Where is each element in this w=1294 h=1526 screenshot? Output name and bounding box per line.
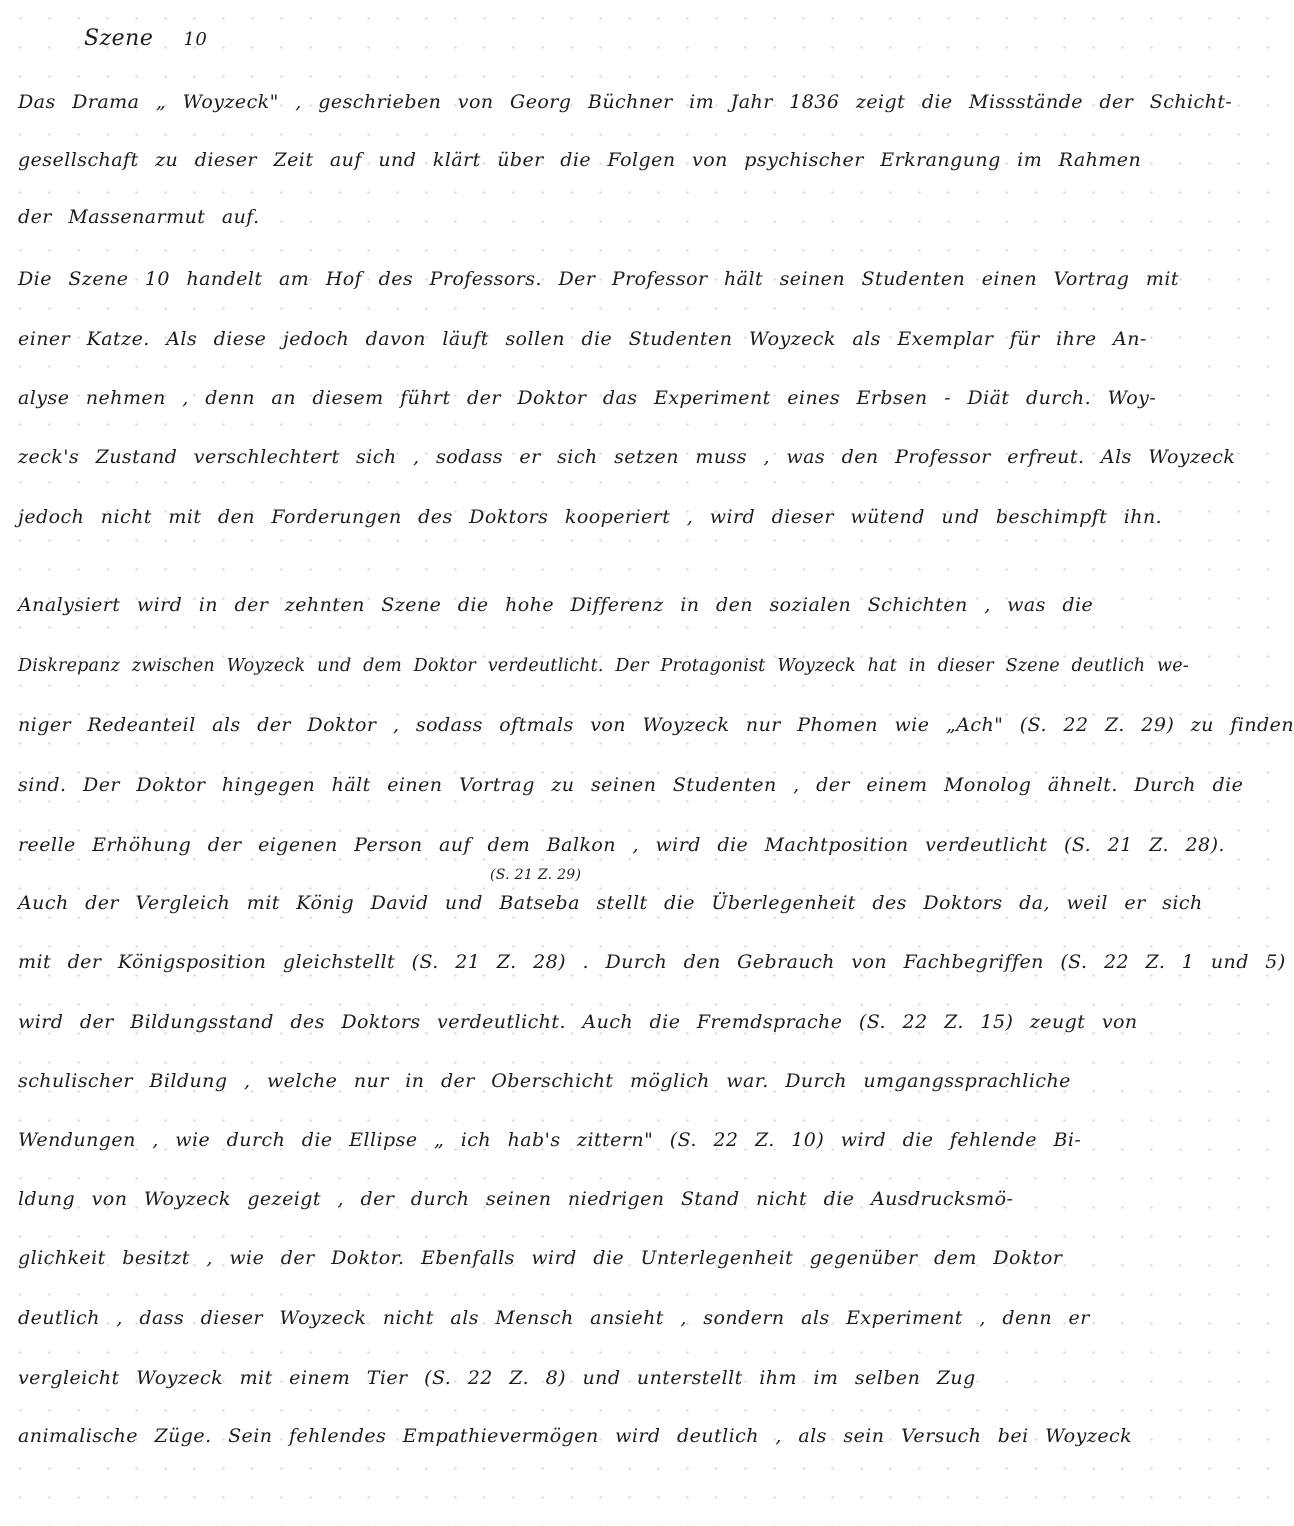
text-line: vergleicht Woyzeck mit einem Tier (S. 22 Z. 8) und unterstellt ihm im selben Zug [18, 1367, 976, 1389]
text-line: Diskrepanz zwischen Woyzeck und dem Doktor verdeutlicht. Der Protagonist Woyzeck hat in dieser Szene deutlich we- [18, 656, 1189, 676]
text-line: sind. Der Doktor hingegen hält einen Vortrag zu seinen Studenten , der einem Monolog ähnelt. Durch die [18, 774, 1244, 796]
text-line: der Massenarmut auf. [18, 206, 260, 228]
heading-number: 10 [183, 29, 208, 50]
text-line: alyse nehmen , denn an diesem führt der Doktor das Experiment eines Erbsen - Diät durch. Woy- [18, 387, 1157, 409]
text-line: Analysiert wird in der zehnten Szene die hohe Differenz in den sozialen Schichten , was die [18, 594, 1094, 616]
text-line: glichkeit besitzt , wie der Doktor. Ebenfalls wird die Unterlegenheit gegenüber dem Doktor [18, 1247, 1063, 1269]
text-line: zeck's Zustand verschlechtert sich , sodass er sich setzen muss , was den Professor erfreut. Als Woyzeck [18, 446, 1236, 468]
text-line: jedoch nicht mit den Forderungen des Doktors kooperiert , wird dieser wütend und beschimpft ihn. [18, 506, 1163, 528]
text-line: Wendungen , wie durch die Ellipse „ ich hab's zittern" (S. 22 Z. 10) wird die fehlende Bi- [18, 1129, 1082, 1151]
heading-title: Szene [84, 26, 154, 51]
text-line: gesellschaft zu dieser Zeit auf und klärt über die Folgen von psychischer Erkrangung im Rahmen [18, 149, 1142, 171]
text-line: Auch der Vergleich mit König David und Batseba stellt die Überlegenheit des Doktors da, weil er sich [18, 892, 1203, 914]
insertion-citation: (S. 21 Z. 29) [490, 867, 582, 883]
text-line: animalische Züge. Sein fehlendes Empathievermögen wird deutlich , als sein Versuch bei Woyzeck [18, 1425, 1133, 1447]
text-line: reelle Erhöhung der eigenen Person auf dem Balkon , wird die Machtposition verdeutlicht (S. 21 Z. 28). [18, 834, 1225, 856]
text-line: ldung von Woyzeck gezeigt , der durch seinen niedrigen Stand nicht die Ausdrucksmö- [18, 1188, 1014, 1210]
text-line: schulischer Bildung , welche nur in der Oberschicht möglich war. Durch umgangssprachliche [18, 1070, 1071, 1092]
text-line: mit der Königsposition gleichstellt (S. 21 Z. 28) . Durch den Gebrauch von Fachbegriffen (S. 22 Z. 1 und 5) [18, 951, 1286, 973]
page-heading [84, 26, 207, 51]
text-line: deutlich , dass dieser Woyzeck nicht als Mensch ansieht , sondern als Experiment , denn er [18, 1307, 1090, 1329]
text-line: wird der Bildungsstand des Doktors verdeutlicht. Auch die Fremdsprache (S. 22 Z. 15) zeugt von [18, 1011, 1138, 1033]
text-line: Das Drama „ Woyzeck" , geschrieben von Georg Büchner im Jahr 1836 zeigt die Missstände der Schicht- [18, 91, 1233, 113]
text-line: Die Szene 10 handelt am Hof des Professors. Der Professor hält seinen Studenten einen Vortrag mit [18, 268, 1179, 290]
text-line: einer Katze. Als diese jedoch davon läuft sollen die Studenten Woyzeck als Exemplar für ihre An- [18, 328, 1147, 350]
text-line: niger Redeanteil als der Doktor , sodass oftmals von Woyzeck nur Phomen wie „Ach" (S. 22 Z. 29) zu finden [18, 714, 1294, 736]
